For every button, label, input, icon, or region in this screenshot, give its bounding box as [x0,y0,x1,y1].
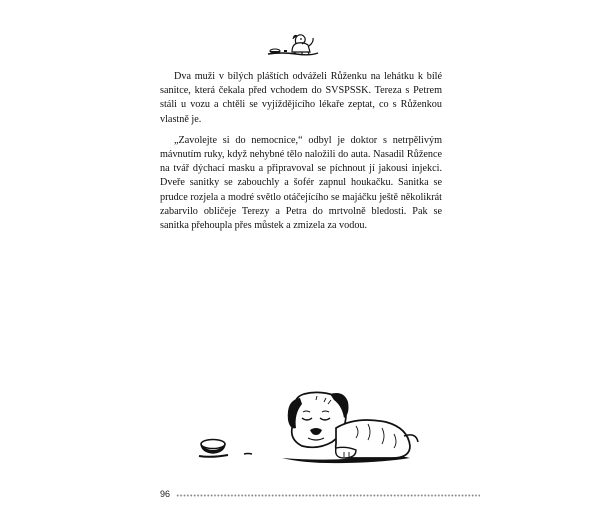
sleeping-dog-with-bowl-icon [196,388,446,468]
page-footer [160,488,480,502]
paragraph: „Zavolejte si do nemocnice,“ odbyl je doktor s netrpělivým mávnutím ruky, když nehybné tělo naložili do auta. Nasadil Růžence na tvář dýchací masku a připravoval se píchnout jí jakousi injekci. Dveře sanitky se zabouchly a šofér zapnul houkačku. Sanitka se prudce rozjela a modré světlo otáčejícího se majáčku ještě několikrát zabarvilo obličeje Terezy a Petra do mrtvolně bledosti. Pak se sanitka přehoupla přes můstek a zmizela za vodou. [160,134,442,232]
chapter-text [160,70,442,240]
small-dog-vignette-icon [262,30,322,58]
page-number: 96 [160,489,171,499]
paragraph: Dva muži v bílých pláštích odváželi Růženku na lehátku k bílé sanitce, která čekala před vchodem do SVSPSSK. Tereza s Petrem stáli u vozu a chtěli se vyjíždějícího lékaře zeptat, co s Růženkou vlastně je. [160,71,442,125]
dotted-rule [176,494,480,497]
